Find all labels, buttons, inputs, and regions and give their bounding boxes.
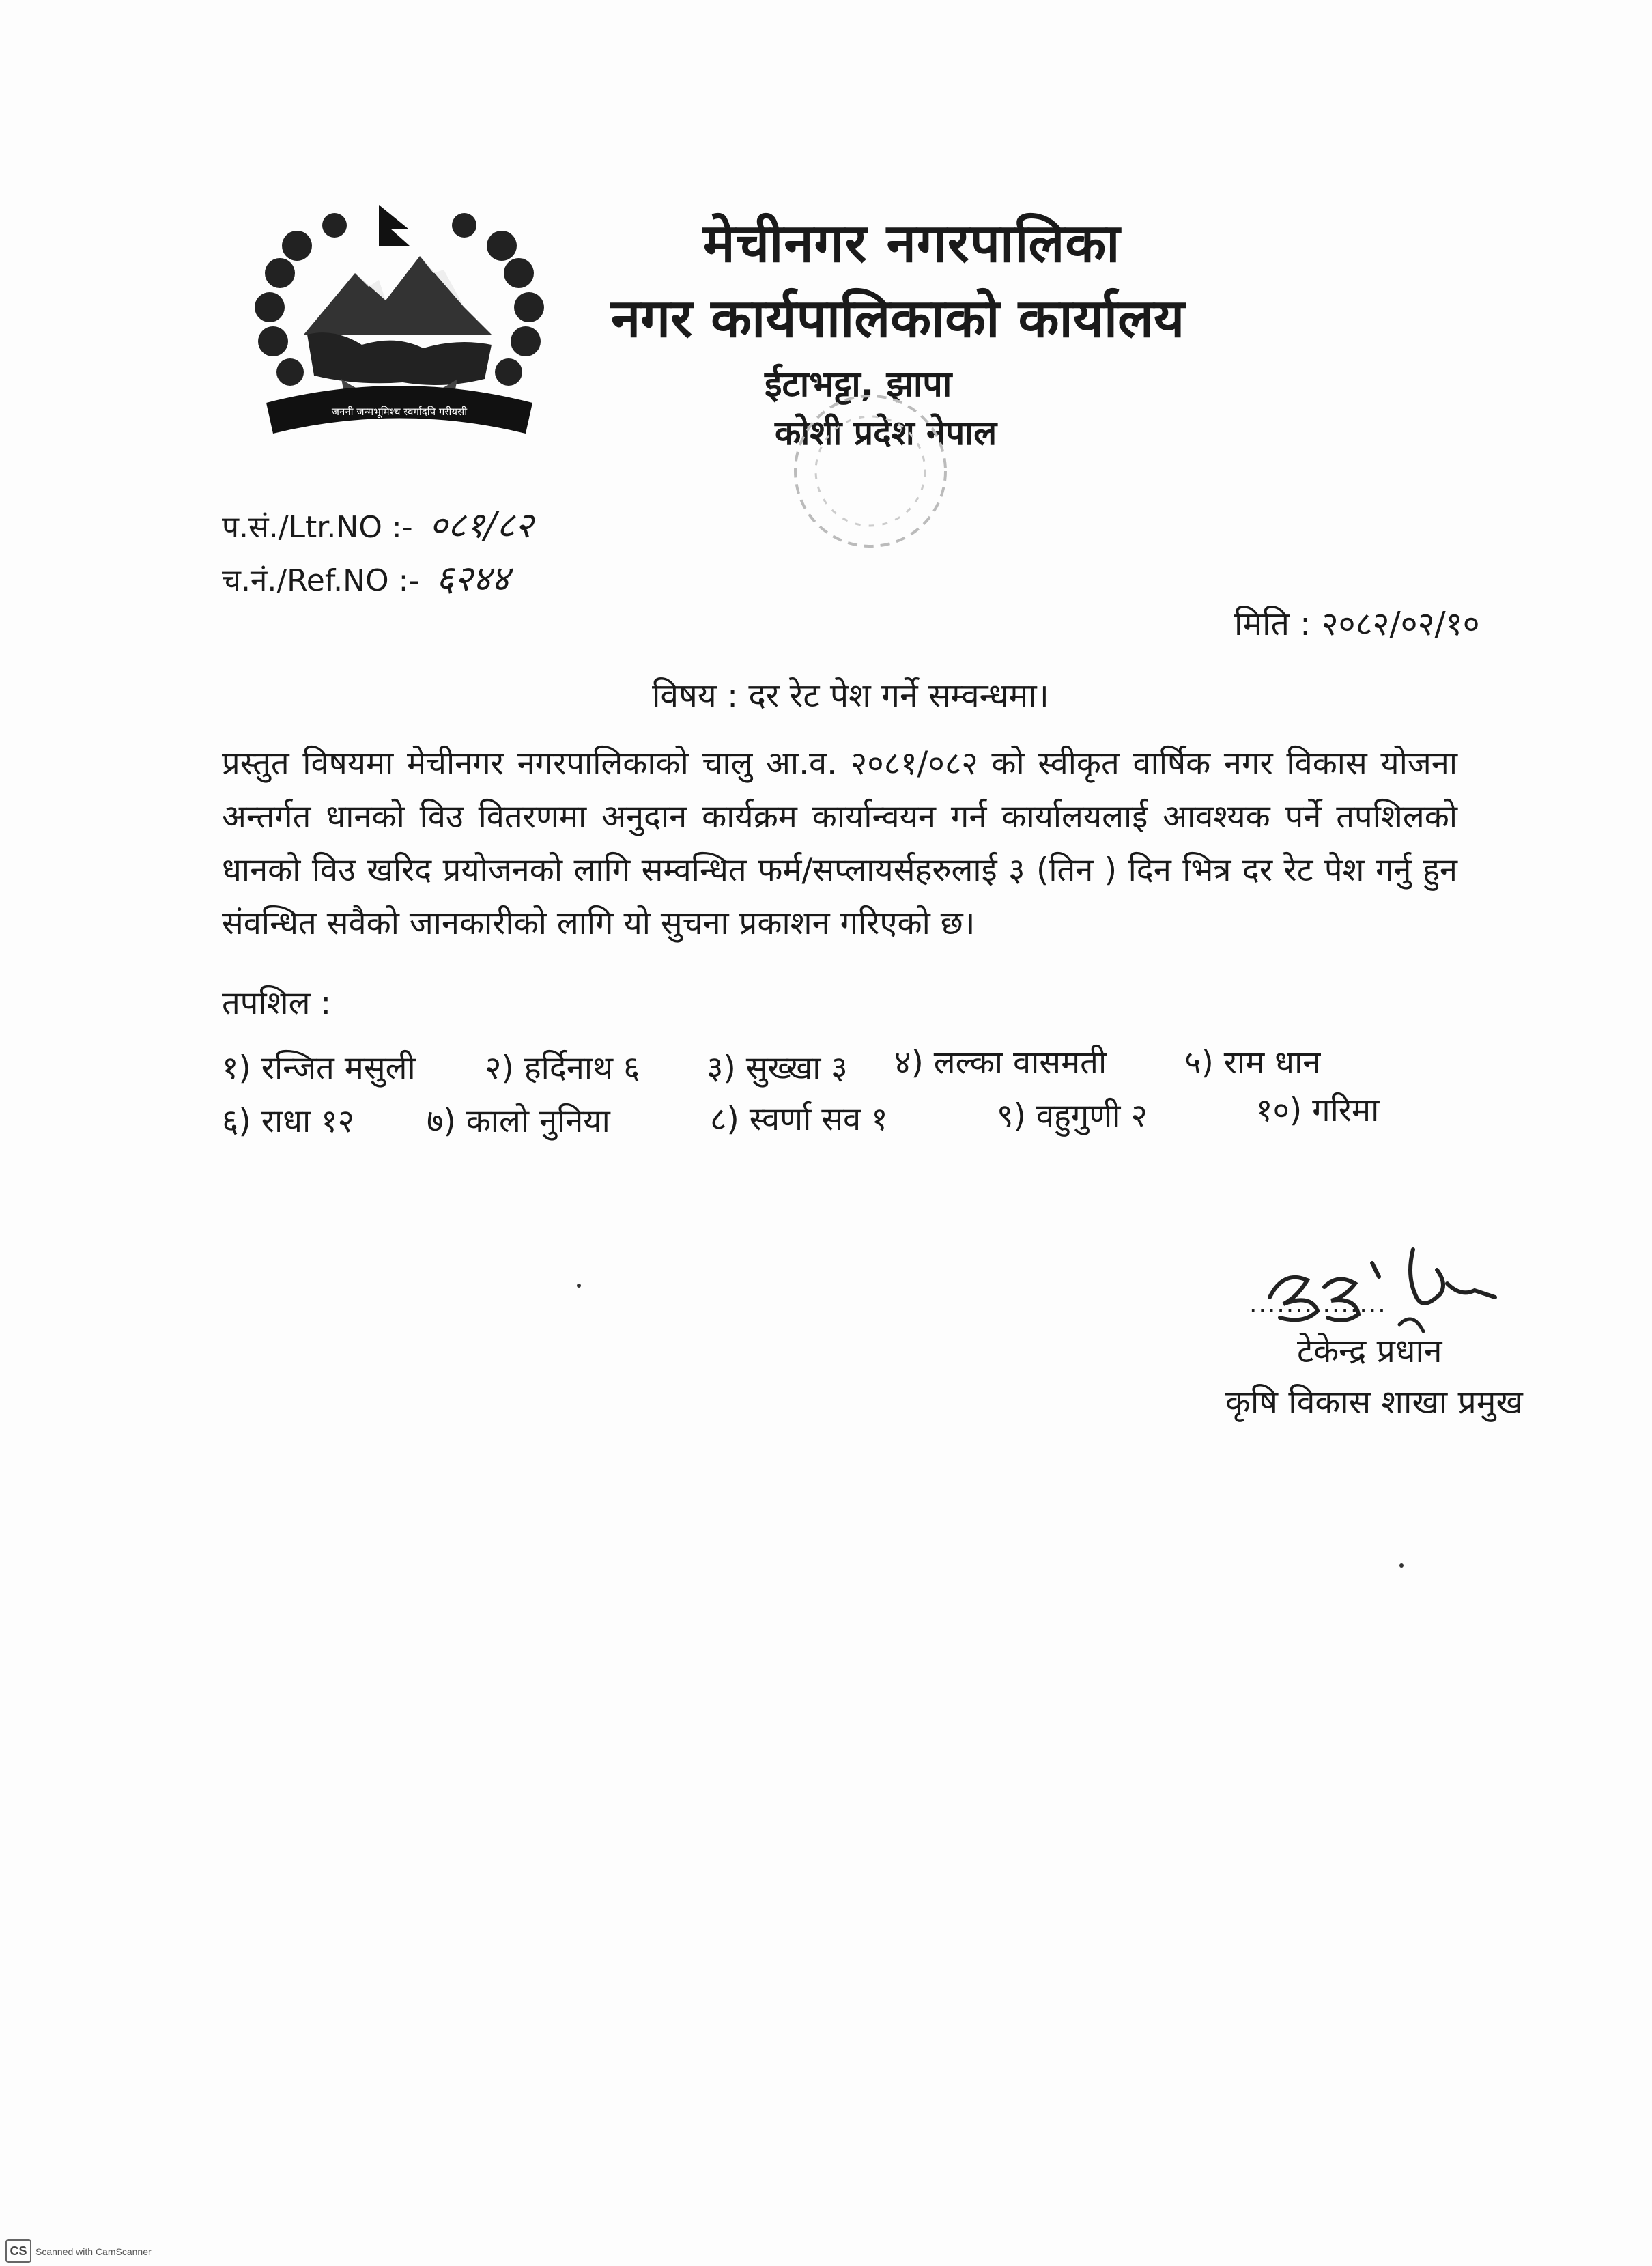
list-item: २) हर्दिनाथ ६ [485,1049,640,1087]
letter-subject: विषय : दर रेट पेश गर्ने सम्वन्धमा। [652,677,1049,715]
reference-number-value: ६२४४ [436,558,510,599]
signatory-title: कृषि विकास शाखा प्रमुख [1225,1383,1523,1421]
list-item: १०) गरिमा [1256,1092,1380,1129]
camscanner-logo-icon: CS [5,2239,31,2263]
signature-line: ............... [1249,1290,1387,1318]
letter-date: मिति : २०८२/०२/१० [1234,605,1480,643]
reference-number [222,553,510,601]
office-stamp-icon [758,382,983,560]
letter-body: प्रस्तुत विषयमा मेचीनगर नगरपालिकाको चालु आ.व. २०८१/०८२ को स्वीकृत वार्षिक नगर विकास योजना अन्तर्गत धानको विउ वितरणमा अनुदान कार्यक्रम कार्यान्वयन गर्न कार्यालयलाई आवश्यक पर्ने तपशिलको धानको विउ खरिद प्रयोजनको लागि सम्वन्धित फर्म/सप्लायर्सहरुलाई ३ (तिन ) दिन भित्र दर रेट पेश गर्नु हुन संवन्धित सवैको जानकारीको लागि यो सुचना प्रकाशन गरिएको छ। [222,745,1457,942]
letter-number [222,500,533,548]
signatory-name: टेकेन्द्र प्रधान [1297,1332,1442,1370]
scan-speck [1399,1563,1404,1568]
list-item: ८) स्वर्णा सव १ [710,1101,888,1138]
emblem-motto: जननी जन्मभूमिश्च स्वर्गादपि गरीयसी [331,406,468,418]
letter-number-label: प.सं./Ltr.NO :- [222,510,413,545]
list-item: ९) वहुगुणी २ [997,1097,1148,1135]
scan-speck [577,1284,581,1288]
office-province: कोशी प्रदेश नेपाल [775,413,997,453]
list-item: ५) राम धान [1184,1044,1321,1081]
letter-number-value: ०८१/८२ [429,505,534,546]
office-name: नगर कार्यपालिकाको कार्यालय [611,288,1185,350]
list-item: ३) सुख्खा ३ [707,1049,848,1087]
nepal-emblem-icon [239,198,560,464]
list-item: ७) कालो नुनिया [427,1103,610,1140]
reference-number-label: च.नं./Ref.NO :- [222,563,420,598]
scanner-watermark: Scanned with CamScanner [35,2246,152,2257]
details-label: तपशिल : [222,985,332,1022]
list-item: ४) लल्का वासमती [894,1044,1107,1081]
office-location: ईटाभट्टा, झापा [765,364,952,405]
handwritten-signature [1242,1222,1515,1345]
list-item: १) रन्जित मसुली [222,1049,416,1087]
municipality-name: मेचीनगर नगरपालिका [703,213,1121,274]
list-item: ६) राधा १२ [222,1103,355,1140]
